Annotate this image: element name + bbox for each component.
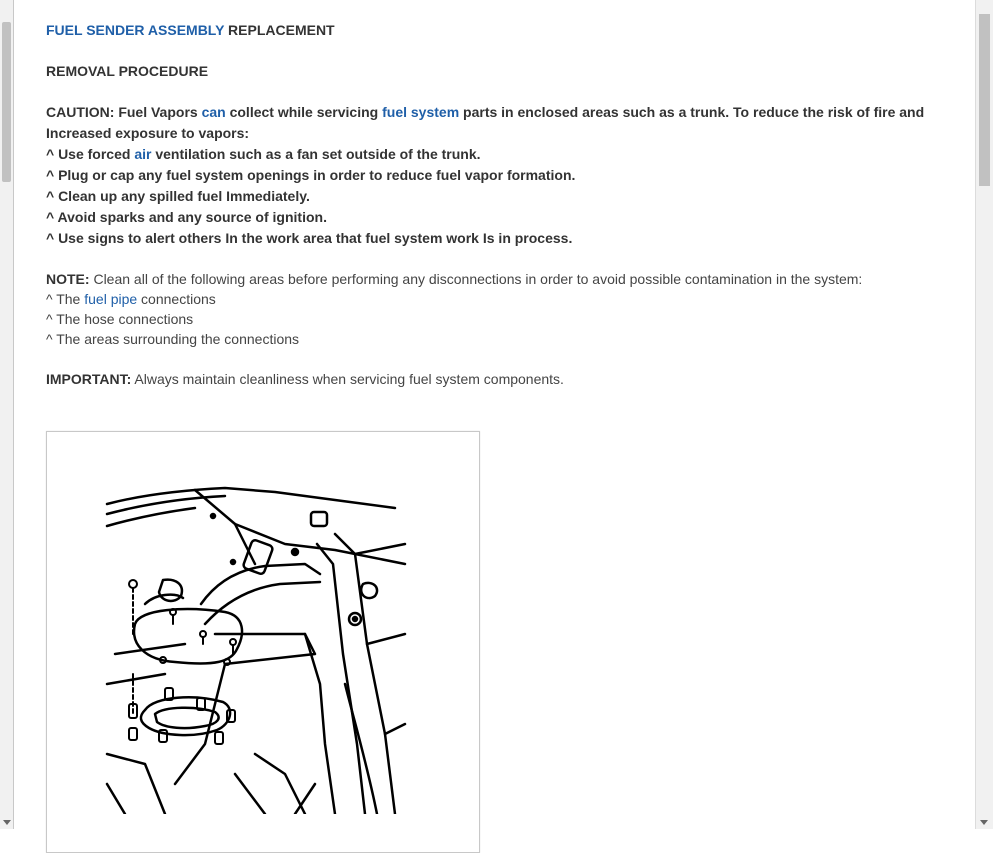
link-air[interactable]: air — [134, 146, 152, 162]
important-label: IMPORTANT: — [46, 371, 132, 387]
page-title: FUEL SENDER ASSEMBLY REPLACEMENT — [46, 22, 335, 38]
left-scrollbar[interactable] — [0, 0, 14, 829]
scroll-down-arrow-icon[interactable] — [980, 820, 988, 825]
figure-fuel-sender-illustration — [46, 431, 480, 853]
link-fuel-system[interactable]: fuel system — [382, 104, 460, 120]
caution-bullet: ^ Use forced air ventilation such as a fan set outside of the trunk. — [46, 146, 481, 162]
caution-bullet: ^ Avoid sparks and any source of ignition. — [46, 209, 327, 225]
left-scrollbar-thumb[interactable] — [2, 22, 11, 182]
caution-bullet: ^ Clean up any spilled fuel Immediately. — [46, 188, 310, 204]
important-block: IMPORTANT: Always maintain cleanliness when servicing fuel system components. — [46, 371, 564, 387]
link-fuel-pipe[interactable]: fuel pipe — [84, 291, 138, 307]
right-scrollbar-thumb[interactable] — [979, 14, 990, 186]
right-scrollbar[interactable] — [975, 0, 993, 829]
caution-block — [46, 102, 951, 249]
document-content — [46, 20, 951, 389]
scroll-down-arrow-icon[interactable] — [3, 820, 11, 825]
caution-bullet: ^ Plug or cap any fuel system openings in order to reduce fuel vapor formation. — [46, 167, 576, 183]
caution-bullet: ^ Use signs to alert others In the work area that fuel system work Is in process. — [46, 230, 573, 246]
fuel-sender-line-drawing — [105, 484, 407, 814]
note-bullet: ^ The areas surrounding the connections — [46, 331, 300, 347]
note-bullet: ^ The fuel pipe connections — [46, 291, 216, 307]
note-block — [46, 269, 951, 349]
title-link[interactable]: FUEL SENDER ASSEMBLY — [46, 22, 225, 38]
caution-text: CAUTION: Fuel Vapors can collect while servicing fuel system parts in enclosed areas such as a trunk. To reduce the risk of fire and Increased exposure to vapors: — [46, 104, 925, 141]
note-label: NOTE: — [46, 271, 90, 287]
link-can[interactable]: can — [201, 104, 226, 120]
note-bullet: ^ The hose connections — [46, 311, 194, 327]
note-text: NOTE: Clean all of the following areas before performing any disconnections in order to avoid possible contamination in the system: — [46, 271, 863, 287]
section-heading: REMOVAL PROCEDURE — [46, 63, 209, 79]
